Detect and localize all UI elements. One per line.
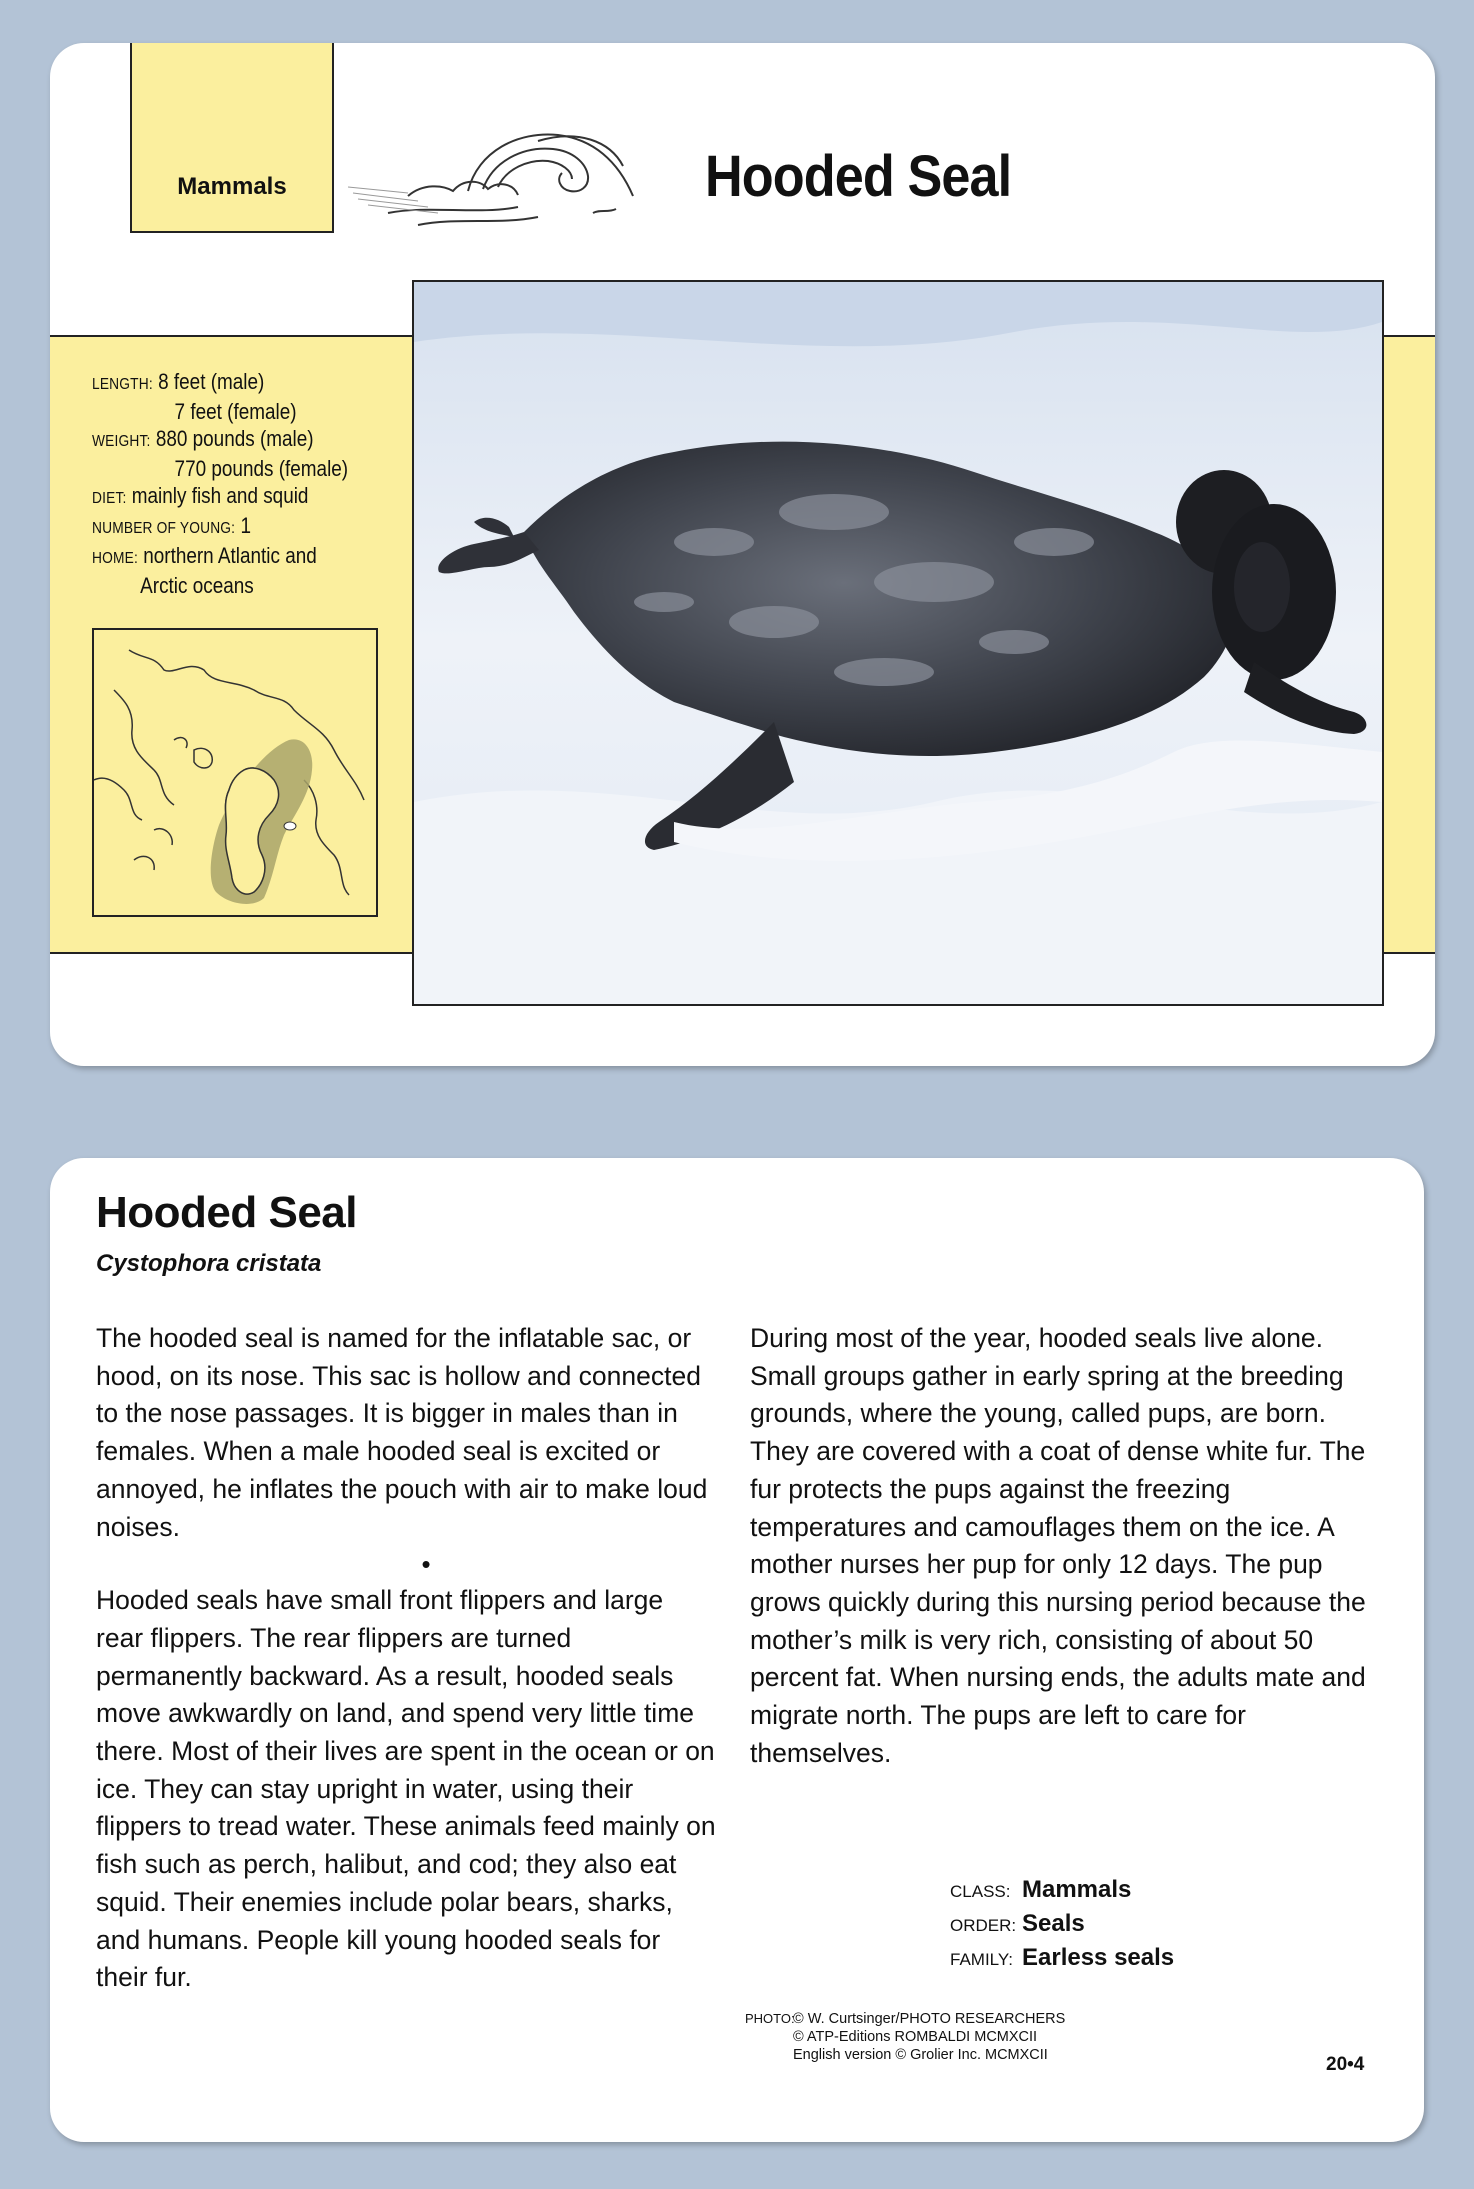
text-column-right [750,1320,1380,1772]
fact-weight-female: 770 pounds (female) [174,456,349,481]
fact-home-line2: Arctic oceans [140,573,254,598]
credit-line-3: English version © Grolier Inc. MCMXCII [793,2047,1048,2063]
front-title: Hooded Seal [705,144,1012,209]
taxonomy [950,1874,1174,1976]
fact-weight: WEIGHT: 880 pounds (male) [92,426,314,451]
back-title: Hooded Seal [96,1188,357,1237]
front-card [50,43,1435,1066]
card-number: 20•4 [1326,2054,1365,2075]
photo-credits [745,2010,1065,2064]
scientific-name: Cystophora cristata [96,1250,322,1277]
paragraph-separator: • [421,1549,431,1580]
facts-list [92,368,376,599]
taxonomy-class: CLASS: Mammals [950,1876,1132,1903]
category-label: Mammals [177,173,287,200]
photo-label: PHOTO: [745,2011,795,2026]
range-map [92,628,378,917]
fact-length: LENGTH: 8 feet (male) [92,369,265,394]
wave-icon [348,121,668,231]
credit-line-2: © ATP-Editions ROMBALDI MCMXCII [793,2029,1038,2045]
paragraph-3: During most of the year, hooded seals live alone. Small groups gather in early spring at the breeding grounds, where the young, called pups, are born. They are covered with a coat of dense white fur. The fur protects the pups against the freezing temperatures and camouflages them on the ice. A mother nurses her pup for only 12 days. The pup grows quickly during this nursing period because the mother’s milk is very rich, consisting of about 50 percent fat. When nursing ends, the adults mate and migrate north. The pups are left to care for themselves. [750,1323,1366,1768]
paragraph-2: Hooded seals have small front flippers and large rear flippers. The rear flippers are turned permanently backward. As a result, hooded seals move awkwardly on land, and spend very little time there. Most of their lives are spent in the ocean or on ice. They can stay upright in water, using their flippers to tread water. These animals feed mainly on fish such as perch, halibut, and cod; they also eat squid. Their enemies include polar bears, sharks, and humans. People kill young hooded seals for their fur. [96,1585,716,1993]
category-box [130,43,334,233]
credit-line-1: © W. Curtsinger/PHOTO RESEARCHERS [793,2011,1066,2027]
fact-young: NUMBER OF YOUNG: 1 [92,513,251,538]
fact-diet: DIET: mainly fish and squid [92,483,309,508]
text-column-left [96,1320,716,1997]
back-card [50,1158,1424,2142]
taxonomy-family: FAMILY: Earless seals [950,1944,1175,1971]
paragraph-1: The hooded seal is named for the inflatable sac, or hood, on its nose. This sac is hollow and connected to the nose passages. It is bigger in males than in females. When a male hooded seal is excited or annoyed, he inflates the pouch with air to make loud noises. [96,1323,708,1542]
fact-home: HOME: northern Atlantic and [92,543,317,568]
fact-length-female: 7 feet (female) [174,399,297,424]
taxonomy-order: ORDER: Seals [950,1910,1085,1937]
seal-photo [412,280,1384,1006]
